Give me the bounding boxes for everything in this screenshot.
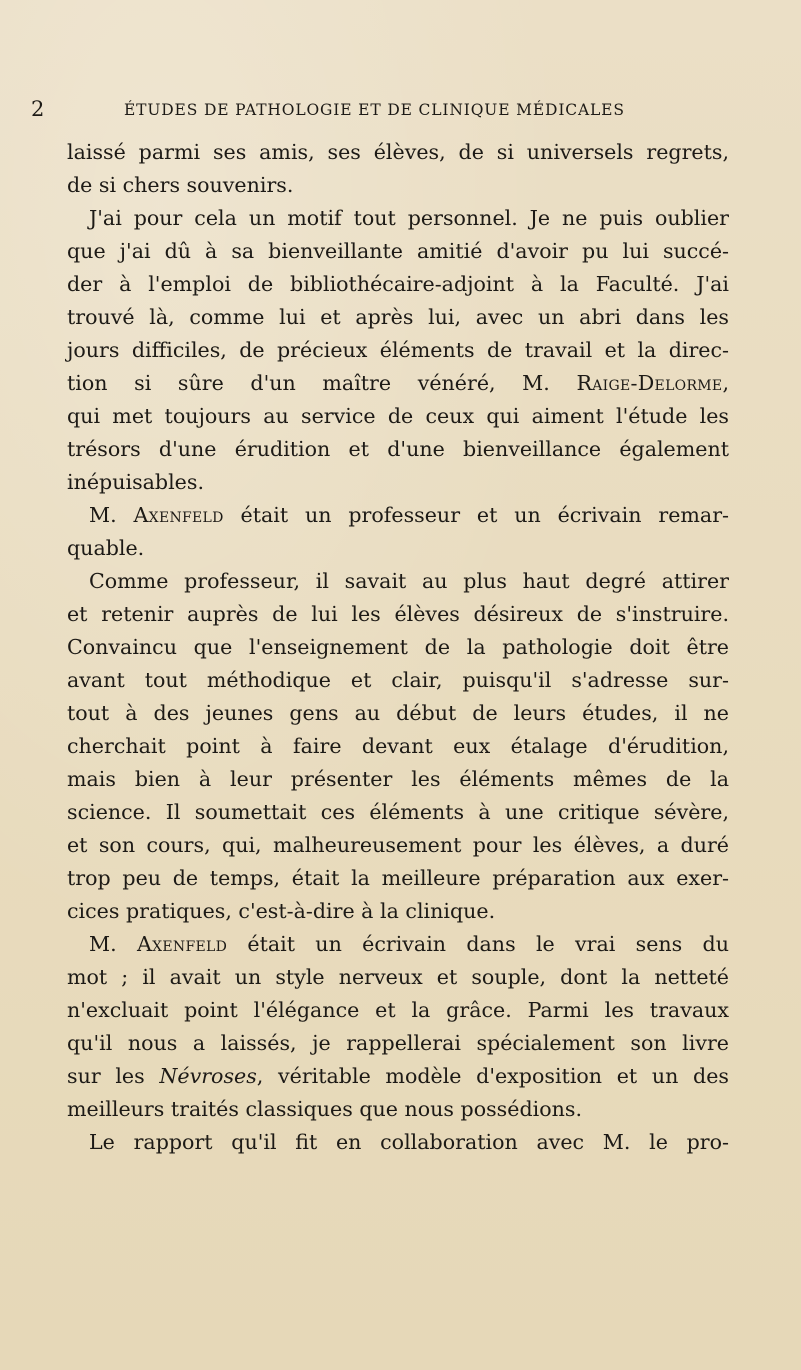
text-line: mot ; il avait un style nerveux et souple, dont la netteté [67,965,729,989]
text-segment: M. [89,932,137,956]
text-line: qu'il nous a laissés, je rappellerai spécialement son livre [67,1031,729,1055]
text-segment: tion si sûre d'un maître vénéré, M. [67,371,577,395]
text-line [67,499,729,532]
text-line: Le rapport qu'il fit en collaboration avec M. le pro- [89,1130,729,1154]
small-caps-name: Raige-Delorme [576,371,723,395]
text-line: Convaincu que l'enseignement de la pathologie doit être [67,635,729,659]
text-segment: M. [89,503,134,527]
text-line: que j'ai dû à sa bienveillante amitié d'avoir pu lui succé- [67,239,729,263]
text-segment: était un professeur et un écrivain remar- [223,503,729,527]
text-line: inépuisables. [67,470,204,494]
text-line: qui met toujours au service de ceux qui aiment l'étude les [67,404,729,428]
text-line [67,928,729,961]
text-segment: était un écrivain dans le vrai sens du [227,932,729,956]
text-line: science. Il soumettait ces éléments à une critique sévère, [67,800,729,824]
text-line: der à l'emploi de bibliothécaire-adjoint à la Faculté. J'ai [67,272,729,296]
italic-title: Névroses [159,1064,257,1088]
text-line: meilleurs traités classiques que nous possédions. [67,1097,582,1121]
text-line: laissé parmi ses amis, ses élèves, de si universels regrets, [67,140,729,164]
text-segment: , [722,371,729,395]
text-line: avant tout méthodique et clair, puisqu'il s'adresse sur- [67,668,729,692]
text-line: n'excluait point l'élégance et la grâce. Parmi les travaux [67,998,729,1022]
running-head: ÉTUDES DE PATHOLOGIE ET DE CLINIQUE MÉDICALES [124,101,625,119]
text-line: de si chers souvenirs. [67,173,294,197]
small-caps-name: Axenfeld [136,932,228,956]
text-line: quable. [67,536,145,560]
text-line: cherchait point à faire devant eux étalage d'érudition, [67,734,729,758]
text-line: trop peu de temps, était la meilleure préparation aux exer- [67,866,729,890]
text-segment: , véritable modèle d'exposition et un des [256,1064,729,1088]
text-line: mais bien à leur présenter les éléments mêmes de la [67,767,729,791]
page-header [0,92,801,126]
text-line: J'ai pour cela un motif tout personnel. Je ne puis oublier [89,206,729,230]
text-line: tout à des jeunes gens au début de leurs études, il ne [67,701,729,725]
text-segment: sur les [67,1064,160,1088]
text-line: Comme professeur, il savait au plus haut degré attirer [89,569,729,593]
text-line: trésors d'une érudition et d'une bienveillance également [67,437,729,461]
text-line [67,1060,729,1093]
small-caps-name: Axenfeld [133,503,224,527]
text-line: trouvé là, comme lui et après lui, avec un abri dans les [67,305,729,329]
text-line: jours difficiles, de précieux éléments de travail et la direc- [67,338,729,362]
page-number: 2 [31,97,45,121]
text-line: et retenir auprès de lui les élèves désireux de s'instruire. [67,602,729,626]
body-text [67,136,729,1159]
text-line: cices pratiques, c'est-à-dire à la clinique. [67,899,496,923]
text-line [67,367,729,400]
text-line: et son cours, qui, malheureusement pour les élèves, a duré [67,833,729,857]
